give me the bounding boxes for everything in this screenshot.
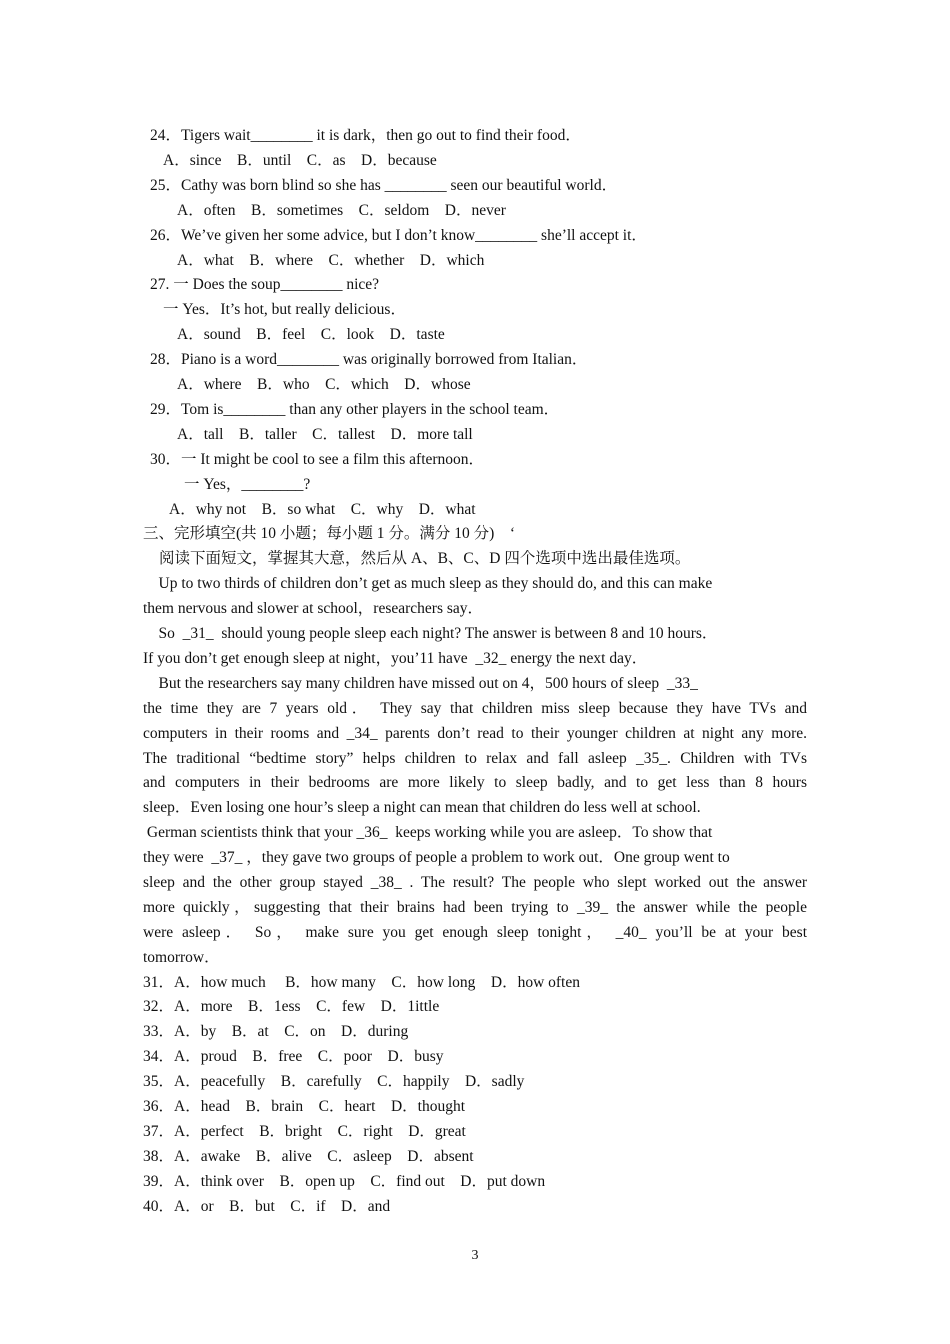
cloze-instruction: 阅读下面短文，掌握其大意，然后从 A、B、C、D 四个选项中选出最佳选项。 <box>159 550 691 567</box>
passage-line: computers in their rooms and _34_ parents don’t read to their younger children at night any more. <box>143 725 807 742</box>
passage-line: So _31_ should young people sleep each night? The answer is between 8 and 10 hours． <box>143 625 718 642</box>
question-25-stem: 25．Cathy was born blind so she has ________ seen our beautiful world． <box>150 177 618 194</box>
question-30-stem: 30．一 It might be cool to see a film this afternoon． <box>150 451 485 468</box>
question-27-stem: 27. 一 Does the soup________ nice? <box>150 276 380 293</box>
answer-37: 37．A．perfect B．bright C．right D．great <box>143 1123 466 1140</box>
answer-36: 36．A．head B．brain C．heart D．thought <box>143 1098 466 1115</box>
passage-line: and computers in their bedrooms are more likely to sleep badly, and to get less than 8 hours <box>143 774 807 791</box>
passage-line: If you don’t get enough sleep at night，you’11 have _32_ energy the next day． <box>143 650 648 667</box>
passage-line: German scientists think that your _36_ keeps working while you are asleep．To show that <box>143 824 713 841</box>
passage-line: sleep and the other group stayed _38_ . The result? The people who slept worked out the answer <box>143 874 807 891</box>
question-25-options: A．often B．sometimes C．seldom D．never <box>177 202 506 219</box>
question-30-reply: 一 Yes，________? <box>184 476 311 493</box>
passage-line: them nervous and slower at school，researchers say． <box>143 600 484 617</box>
answer-39: 39．A．think over B．open up C．find out D．put down <box>143 1173 546 1190</box>
answer-33: 33．A．by B．at C．on D．during <box>143 1023 409 1040</box>
passage-line: sleep．Even losing one hour’s sleep a night can mean that children do less well at school. <box>143 799 701 816</box>
passage-line: The traditional “bedtime story” helps children to relax and fall asleep _35_. Children with TVs <box>143 750 807 767</box>
question-24-options: A．since B．until C．as D．because <box>163 152 437 169</box>
passage-line: more quickly，suggesting that their brains had been trying to _39_ the answer while the people <box>143 899 807 916</box>
answer-34: 34．A．proud B．free C．poor D．busy <box>143 1048 444 1065</box>
answer-31: 31．A．how much B．how many C．how long D．how often <box>143 974 580 991</box>
passage-line: But the researchers say many children have missed out on 4，500 hours of sleep _33_ <box>143 675 698 692</box>
question-30-options: A．why not B．so what C．why D．what <box>169 501 476 518</box>
question-28-options: A．where B．who C．which D．whose <box>177 376 471 393</box>
answer-40: 40．A．or B．but C．if D．and <box>143 1198 391 1215</box>
passage-line: Up to two thirds of children don’t get as much sleep as they should do, and this can make <box>143 575 713 592</box>
question-26-options: A．what B．where C．whether D．which <box>177 252 485 269</box>
cloze-heading: 三、完形填空(共 10 小题；每小题 1 分。满分 10 分) ‘ <box>143 525 515 542</box>
passage-line: the time they are 7 years old． They say that children miss sleep because they have TVs and <box>143 700 807 717</box>
passage-line: were asleep． So， make sure you get enough sleep tonight， _40_ you’ll be at your best <box>143 924 807 941</box>
question-27-options: A．sound B．feel C．look D．taste <box>177 326 445 343</box>
passage-line: tomorrow． <box>143 949 220 966</box>
answer-35: 35．A．peacefully B．carefully C．happily D．sadly <box>143 1073 525 1090</box>
passage-line: they were _37_ ，they gave two groups of people a problem to work out．One group went to <box>143 849 730 866</box>
answer-38: 38．A．awake B．alive C．asleep D．absent <box>143 1148 474 1165</box>
page-number: 3 <box>471 1248 479 1263</box>
question-29-stem: 29．Tom is________ than any other players in the school team． <box>150 401 560 418</box>
question-27-reply: 一 Yes．It’s hot, but really delicious． <box>163 301 406 318</box>
answer-32: 32．A．more B．1ess C．few D．1ittle <box>143 998 440 1015</box>
question-26-stem: 26．We’ve given her some advice, but I don’t know________ she’ll accept it． <box>150 227 647 244</box>
question-28-stem: 28．Piano is a word________ was originally borrowed from Italian． <box>150 351 588 368</box>
question-29-options: A．tall B．taller C．tallest D．more tall <box>177 426 473 443</box>
question-24-stem: 24．Tigers wait________ it is dark，then go out to find their food． <box>150 127 581 144</box>
